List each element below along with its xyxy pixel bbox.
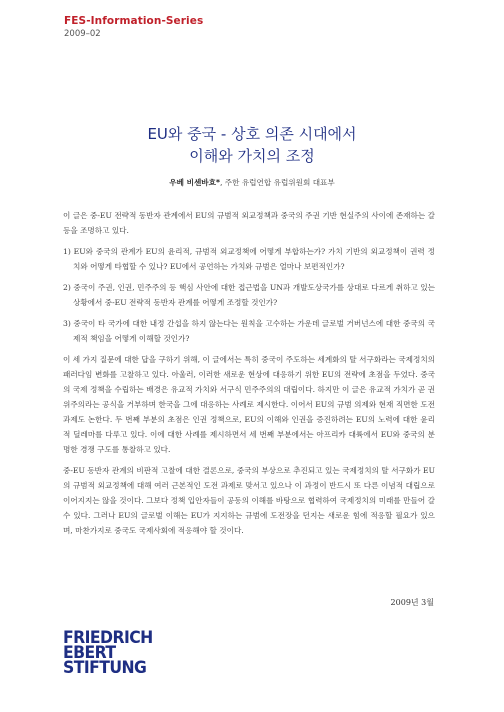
document-body	[63, 208, 435, 544]
title-line-1: EU와 중국 - 상호 의존 시대에서	[147, 125, 357, 143]
body-paragraph-2: 이 세 가지 질문에 대한 답을 구하기 위해, 이 글에서는 특히 중국이 주도하는 세계화의 탈 서구화라는 국제정치의 패러다임 변화를 고찰하고 있다. 아울러, 이러한 새로운 현상에 대응하기 위한 EU의 전략에 초점을 두었다. 중국의 국제 정책을 수립하는 배경은 유교적 가치와 서구식 민주주의의 대립이다. 하지만 이 글은 유교적 가치가 곧 권위주의라는 공식을 거부하며 한국을 그에 대응하는 사례로 제시한다. 이어서 EU의 규범 의제와 현재 직면한 도전 과제도 논한다. 두 번째 부분의 초점은 인권 정책으로, EU의 이해와 인권을 증진하려는 EU의 노력에 대한 윤리적 딜레마를 다루고 있다. 이에 대한 사례를 제시하면서 세 번째 부분에서는 아프리카 대륙에서 EU와 중국의 분명한 경쟁 구도를 통찰하고 있다.	[63, 355, 435, 454]
author-line	[60, 177, 444, 188]
logo-line-2: EBERT	[63, 643, 116, 663]
question-3: 3) 중국이 타 국가에 대한 내정 간섭을 하지 않는다는 원칙을 고수하는 가운데 글로벌 거버넌스에 대한 중국의 국제적 책임을 어떻게 이해할 것인가?	[63, 319, 435, 343]
logo-line-3: STIFTUNG	[63, 658, 147, 678]
logo-line-1: FRIEDRICH	[63, 628, 153, 648]
document-title	[60, 123, 444, 167]
series-header	[64, 15, 203, 39]
author-affiliation: , 주한 유럽연합 유럽위원회 대표부	[219, 178, 335, 187]
publication-date: 2009년 3월	[390, 598, 434, 607]
series-name: FES-Information-Series	[64, 15, 204, 27]
series-number: 2009–02	[64, 29, 101, 39]
title-line-2: 이해와 가치의 조정	[189, 147, 315, 165]
fes-logo	[63, 628, 160, 678]
body-paragraph-3: 중-EU 동반자 관계의 비판적 고찰에 대한 결론으로, 중국의 부상으로 추진되고 있는 국제정치의 탈 서구화가 EU의 규범적 외교정책에 대해 여러 근본적인 도전 과제로 맞서고 있으나 이 과정이 반드시 또 다른 이념적 대립으로 이어지지는 않을 것이다. 그보다 정책 입안자들이 공동의 이해를 바탕으로 협력하여 국제정치의 미래를 만들어 갈 수 있다. 그러나 EU의 글로벌 이해는 EU가 지지하는 규범에 도전장을 던지는 새로운 힘에 적응할 필요가 있으며, 마찬가지로 중국도 국제사회에 적응해야 할 것이다.	[63, 466, 435, 535]
question-1: 1) EU와 중국의 관계가 EU의 윤리적, 규범적 외교정책에 어떻게 부합하는가? 가치 기반의 외교정책이 권력 정치와 어떻게 타협할 수 있나? EU에서 공언하는 가치와 규범은 얼마나 보편적인가?	[63, 247, 435, 271]
question-2: 2) 중국이 주권, 인권, 민주주의 등 핵심 사안에 대한 접근법을 UN과 개발도상국가를 상대로 다르게 취하고 있는 상황에서 중-EU 전략적 동반자 관계를 어떻게 조정할 것인가?	[63, 283, 435, 307]
author-name: 우베 비센바흐*	[169, 178, 220, 187]
intro-paragraph: 이 글은 중-EU 전략적 동반자 관계에서 EU의 규범적 외교정책과 중국의 주권 기반 현실주의 사이에 존재하는 갈등을 조명하고 있다.	[63, 211, 435, 235]
